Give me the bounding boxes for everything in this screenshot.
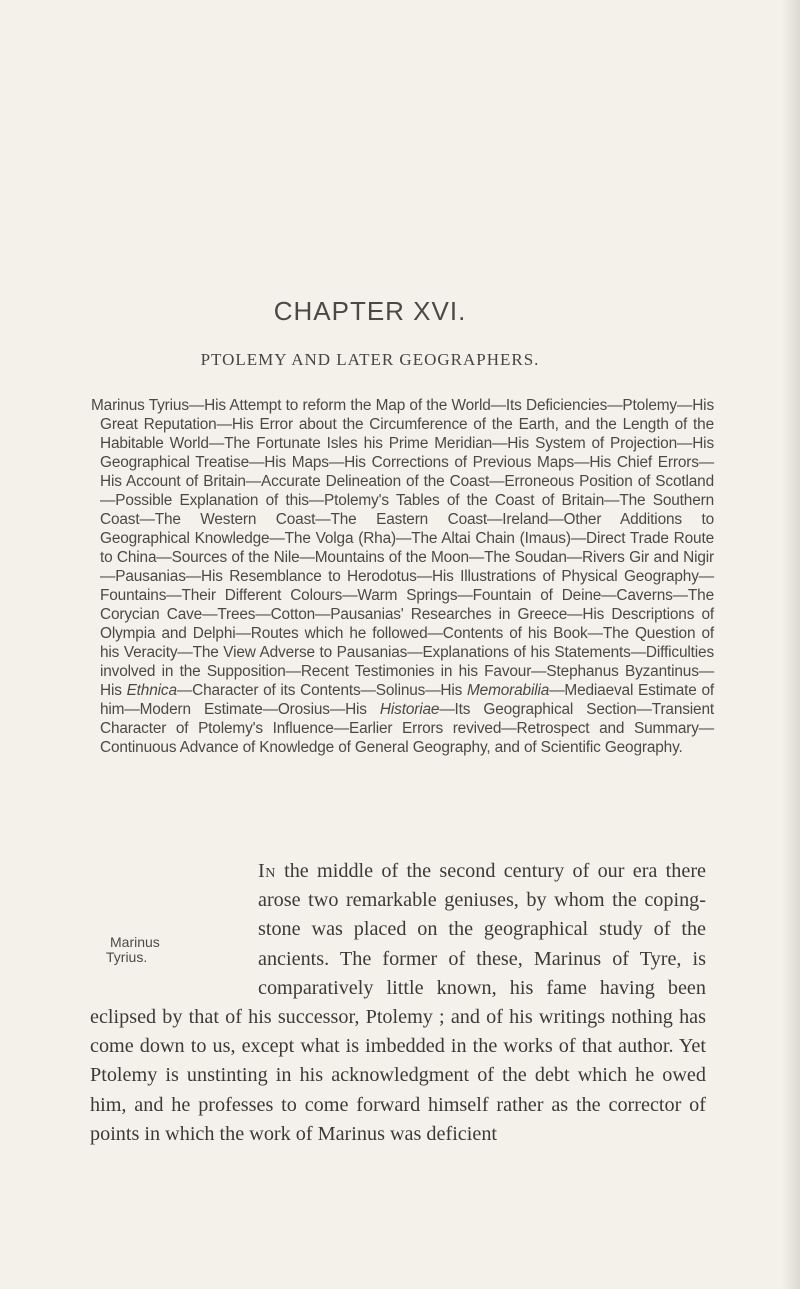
- body-paragraph: [90, 857, 706, 1149]
- summary-italic-historiae: Historiae: [379, 701, 440, 718]
- summary-text-1: Marinus Tyrius—His Attempt to reform the Map of the World—Its Deficiencies—Ptolemy—His Great Reputation—His Error about the Circumference of the Earth, and the Length of the Habitable World—The Fortunate Isles his Prime Meridian—His System of Projection—His Geographical Treatise—His Maps—His Corrections of Previous Maps—His Chief Errors—His Account of Britain—Accurate Delineation of the Coast—Erroneous Position of Scotland—Possible Explanation of this—Ptolemy's Tables of the Coast of Britain—The Southern Coast—The Western Coast—The Eastern Coast—Ireland—Other Additions to Geographical Knowledge—The Volga (Rha)—The Altai Chain (Imaus)—Direct Trade Route to China—Sources of the Nile—Mountains of the Moon—The Soudan—Rivers Gir and Nigir—Pausanias—His Resemblance to Herodotus—His Illustrations of Physical Geography—Fountains—Their Different Colours—Warm Springs—Fountain of Deine—Caverns—The Corycian Cave—Trees—Cotton—Pausanias' Researches in Greece—His Descriptions of Olympia and Delphi—Routes which he followed—Contents of his Book—The Question of his Veracity—The View Adverse to Pausanias—Explanations of his Statements—Difficulties involved in the Supposition—Recent Testimonies in his Favour—Stephanus Byzantinus—His: [91, 397, 714, 699]
- page-edge-shadow: [782, 0, 800, 1289]
- paragraph-text: the middle of the second century of our era there arose two remarkable geniuses, by whom the coping-stone was placed on the geographical study of the ancients. The former of these, Marinus of Tyre, is comparatively little known, his fame having been eclipsed by that of his successor, Ptolemy ; and of his writings nothing has come down to us, except what is imbedded in the works of that author. Yet Ptolemy is unstinting in his acknowledgment of the debt which he owed him, and he professes to come forward himself rather as the corrector of points in which the work of Marinus was deficient: [90, 860, 706, 1145]
- summary-text-2: —Character of its Contents—Solinus—His: [176, 682, 467, 699]
- chapter-subtitle: PTOLEMY AND LATER GEOGRAPHERS.: [200, 350, 540, 369]
- summary-italic-memorabilia: Memorabilia: [467, 682, 550, 699]
- summary-italic-ethnica: Ethnica: [126, 682, 177, 699]
- summary-text-3: —Mediaeval Estimate of him—Modern Estimate—Orosius—His: [100, 682, 714, 718]
- chapter-summary: [91, 396, 714, 757]
- margin-note-line-1: Marinus: [110, 934, 160, 950]
- paragraph-initial: In: [258, 860, 276, 882]
- chapter-title: CHAPTER XVI.: [273, 296, 467, 326]
- margin-note-line-2: Tyrius.: [106, 949, 148, 965]
- margin-note-spacer: [90, 886, 258, 1003]
- summary-text-4: —Its Geographical Section—Transient Character of Ptolemy's Influence—Earlier Errors revived—Retrospect and Summary—Continuous Advance of Knowledge of General Geography, and of Scientific Geography.: [100, 701, 714, 756]
